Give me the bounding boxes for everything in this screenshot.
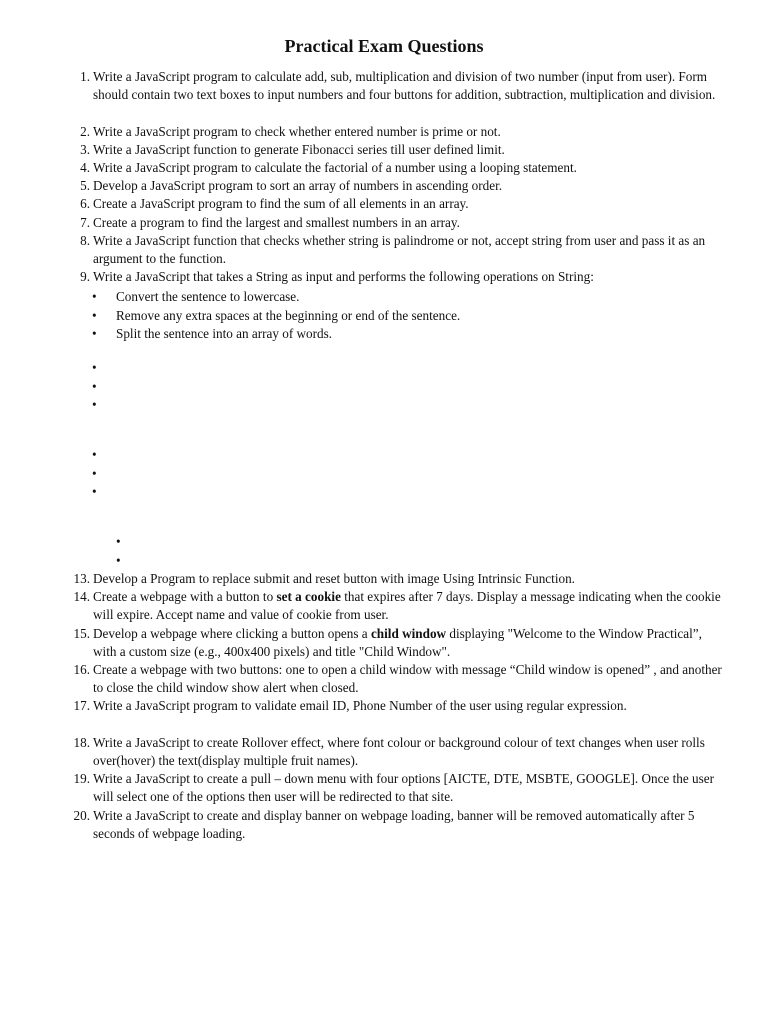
question-number: 18. <box>73 734 90 750</box>
question-item <box>62 570 722 588</box>
question-item <box>62 159 722 177</box>
question-text <box>93 625 722 661</box>
question-text: Write a JavaScript to create and display banner on webpage loading, banner will be removed automatically after 5 seconds of webpage loading. <box>93 807 695 841</box>
question-text: Write a JavaScript program to calculate add, sub, multiplication and division of two number (input from user). Form should contain two text boxes to input numbers and four buttons for addition, subtraction, multiplication and division. <box>93 69 716 103</box>
text-segment: Develop a webpage where clicking a button opens a <box>93 625 371 641</box>
question-number: 15. <box>73 625 90 641</box>
question-number: 7. <box>80 214 90 230</box>
question-number: 16. <box>73 662 90 677</box>
question-text <box>93 588 722 624</box>
question-text: Write a JavaScript program to check whether entered number is prime or not. <box>93 123 501 139</box>
question-number: 3. <box>80 141 90 157</box>
bullet-text: Remove any extra spaces at the beginning or end of the sentence. <box>116 307 461 323</box>
question-item <box>62 807 722 843</box>
text-segment: that expires after 7 days. Display a message indicating when the cookie will expire. Accept name and value of cookie from user. <box>93 589 721 623</box>
bullet-icon: • <box>92 360 97 375</box>
bullet-text: Split the sentence into an array of words. <box>116 326 333 341</box>
question-number: 13. <box>73 571 90 586</box>
bullet-icon: • <box>92 289 97 304</box>
question-item <box>62 625 722 661</box>
question-text: Write a JavaScript to create a pull – down menu with four options [AICTE, DTE, MSBTE, GOOGLE]. Once the user will select one of the options then user will be redirected to that site. <box>93 771 714 805</box>
bullet-text: Convert the sentence to lowercase. <box>116 289 300 304</box>
question-item <box>62 661 722 697</box>
bullet-icon: • <box>92 397 97 412</box>
question-item <box>62 68 722 104</box>
bullet-icon: • <box>92 307 97 323</box>
question-text: Develop a JavaScript program to sort an array of numbers in ascending order. <box>93 178 503 194</box>
question-text: Write a JavaScript that takes a String as input and performs the following operations on String: <box>93 269 594 285</box>
text-segment: Create a webpage with a button to <box>93 589 277 605</box>
question-number: 14. <box>73 589 90 605</box>
text-segment: displaying "Welcome to the Window Practical”, with a custom size (e.g., 400x400 pixels) and title "Child Window". <box>93 625 702 659</box>
question-number: 5. <box>80 178 90 194</box>
bullet-icon: • <box>116 534 121 549</box>
question-item <box>62 697 722 715</box>
question-item <box>62 177 722 195</box>
question-item <box>62 588 722 624</box>
question-number: 8. <box>80 232 90 248</box>
bullet-icon: • <box>92 447 97 462</box>
document-title: Practical Exam Questions <box>284 36 484 56</box>
question-text: Create a program to find the largest and smallest numbers in an array. <box>93 214 460 230</box>
bullet-icon: • <box>92 484 97 499</box>
question-number: 20. <box>73 807 90 823</box>
bullet-icon: • <box>92 378 97 394</box>
question-item <box>62 214 722 232</box>
question-number: 17. <box>73 698 90 714</box>
bold-phrase: child window <box>370 625 447 641</box>
question-item <box>62 232 722 268</box>
bold-phrase: set a cookie <box>276 589 341 605</box>
question-text: Create a webpage with two buttons: one to open a child window with message “Child window is opened” , and another to close the child window show alert when closed. <box>93 662 722 696</box>
question-text: Write a JavaScript function to generate Fibonacci series till user defined limit. <box>93 141 505 157</box>
question-text: Develop a Program to replace submit and reset button with image Using Intrinsic Function. <box>93 571 575 586</box>
question-text: Write a JavaScript program to validate email ID, Phone Number of the user using regular expression. <box>93 698 627 714</box>
bullet-icon: • <box>92 465 97 481</box>
question-number: 6. <box>80 196 90 212</box>
question-item <box>62 268 722 286</box>
bullet-icon: • <box>92 326 97 341</box>
question-number: 19. <box>73 771 90 787</box>
question-number: 1. <box>80 69 90 84</box>
question-text: Create a JavaScript program to find the sum of all elements in an array. <box>93 196 469 212</box>
question-item <box>62 123 722 141</box>
question-item <box>62 195 722 213</box>
question-item <box>62 770 722 806</box>
question-text: Write a JavaScript program to calculate the factorial of a number using a looping statement. <box>93 160 577 175</box>
question-text: Write a JavaScript function that checks whether string is palindrome or not, accept string from user and pass it as an argument to the function. <box>93 232 706 266</box>
bullet-icon: • <box>116 552 121 568</box>
question-number: 2. <box>80 123 90 139</box>
question-text: Write a JavaScript to create Rollover effect, where font colour or background colour of text changes when user rolls over(hover) the text(display multiple fruit names). <box>93 734 705 768</box>
question-number: 4. <box>80 160 90 175</box>
question-number: 9. <box>80 269 90 285</box>
question-item <box>62 734 722 770</box>
question-item <box>62 141 722 159</box>
